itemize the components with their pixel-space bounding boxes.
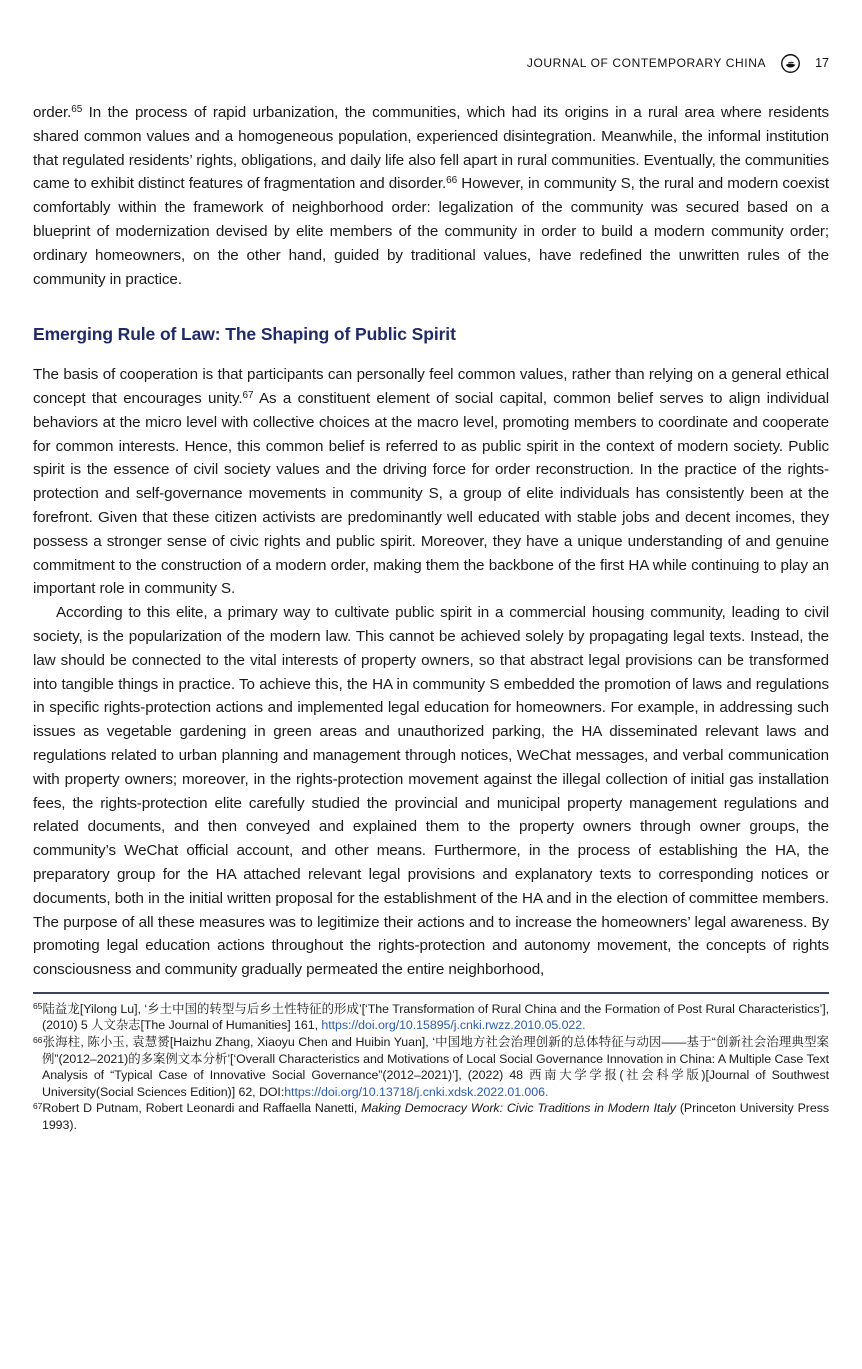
taylor-francis-logo-icon xyxy=(780,53,801,74)
footnote-separator xyxy=(33,992,829,994)
footnotes-section xyxy=(33,1001,829,1134)
footnote-66: $^{66}$张海柱, 陈小玉, 袁慧赟[Haizhu Zhang, Xiaoyu Chen and Huibin Yuan], ‘中国地方社会治理创新的总体特征与动因——基于“创新社会治理典型案例”(2012–2021)的多案例文本分析’[‘Overall Characteristics and Motivations of Local Social Governance Innovation in China: A Multiple Case Text Analysis of “Typical Case of Innovative Social Governance”(2012–2021)’], (2022) 48 西南大学学报(社会科学版)[Journal of Southwest University(Social Sciences Edition)] 62, DOI:https://doi.org/10.13718/j.cnki.xdsk.2022.01.006. xyxy=(33,1034,829,1099)
paragraph-continuation: order.$^{65}$ In the process of rapid urbanization, the communities, which had its origins in a rural area where residents shared common values and a homogeneous population, experienced disintegration. Meanwhile, the informal institution that regulated residents’ rights, obligations, and daily life also fell apart in rural communities. Eventually, the communities came to exhibit distinct features of fragmentation and disorder.$^{66}$ However, in community S, the rural and modern coexist comfortably within the framework of neighborhood order: legalization of the community was secured based on a blueprint of modernization devised by elite members of the community in order to build a modern community order; ordinary homeowners, on the other hand, guided by traditional values, have redefined the unwritten rules of the community in practice. xyxy=(33,104,829,288)
footnote-67: $^{67}$Robert D Putnam, Robert Leonardi and Raffaella Nanetti, Making Democracy Work: Civic Traditions in Modern Italy (Princeton University Press 1993). xyxy=(33,1100,829,1133)
section-heading: Emerging Rule of Law: The Shaping of Public Spirit xyxy=(33,324,456,345)
paragraph: The basis of cooperation is that participants can personally feel common values, rather than relying on a general ethical concept that encourages unity.$^{67}$ As a constituent element of social capital, common belief serves to align individual behaviors at the micro level with collective choices at the macro level, promoting members to coordinate and cooperate for common interests. Hence, this common belief is referred to as public spirit in the context of modern society. Public spirit is the essence of civil society values and the driving force for order reconstruction. In the practice of the rights-protection and self-governance movements in community S, a group of elite individuals has consistently been at the forefront. Given that these citizen activists are predominantly well educated with stable jobs and decent incomes, they possess a stronger sense of civic rights and public spirit. Moreover, they have a unique understanding of and genuine commitment to the construction of a modern order, making them the backbone of the first HA while continuing to play an important role in community S. xyxy=(33,366,829,598)
doi-link[interactable]: https://doi.org/10.13718/j.cnki.xdsk.2022.01.006. xyxy=(284,1084,549,1099)
article-body xyxy=(33,101,829,982)
footnote-reference: 67 xyxy=(33,1100,43,1111)
footnote-65: $^{65}$陆益龙[Yilong Lu], ‘乡土中国的转型与后乡土性特征的形成’[‘The Transformation of Rural China and the Formation of Post Rural Characteristics’], (2010) 5 人文杂志[The Journal of Humanities] 161, https://doi.org/10.15895/j.cnki.rwzz.2010.05.022. xyxy=(33,1001,829,1033)
footnote-reference: 65 xyxy=(33,1001,43,1012)
paragraph: According to this elite, a primary way to cultivate public spirit in a commercial housing community, leading to civil society, is the popularization of the modern law. This cannot be achieved solely by propagating legal texts. Instead, the law should be connected to the vital interests of property owners, so that abstract legal provisions can be transformed into tangible things in practice. To achieve this, the HA in community S embedded the promotion of laws and regulations in specific rights-protection actions and implemented legal education for homeowners. For example, in addressing such issues as vegetable gardening in green areas and unauthorized parking, the HA disseminated relevant laws and regulations related to urban planning and management through notices, WeChat messages, and verbal communication with property owners; moreover, in the rights-protection movement against the illegal collection of initial gas installation fees, the rights-protection elite carefully studied the provincial and municipal property management regulations and related documents, and then conveyed and explained them to the property owners through owner groups, the community’s WeChat official account, and other means. Furthermore, in the process of establishing the HA, the preparatory group for the HA attached relevant legal provisions and explanatory texts to corresponding notices or documents, both in the initial written proposal for the establishment of the HA and in the election of committee members. The purpose of all these measures was to legitimize their actions and to increase the homeowners’ legal awareness. By promoting legal education actions throughout the rights-protection and autonomy movement, the concepts of rights consciousness and community gradually permeated the entire neighborhood, xyxy=(33,604,829,979)
page-number: 17 xyxy=(815,56,829,70)
footnote-reference: 65 xyxy=(71,104,83,115)
footnote-reference: 67 xyxy=(242,389,254,401)
journal-title: JOURNAL OF CONTEMPORARY CHINA xyxy=(526,56,767,70)
book-title: Making Democracy Work: Civic Traditions in Modern Italy xyxy=(361,1101,676,1116)
running-header xyxy=(33,52,829,74)
footnote-reference: 66 xyxy=(446,175,458,187)
footnote-reference: 66 xyxy=(33,1034,43,1045)
doi-link[interactable]: https://doi.org/10.15895/j.cnki.rwzz.2010.05.022. xyxy=(321,1018,586,1033)
